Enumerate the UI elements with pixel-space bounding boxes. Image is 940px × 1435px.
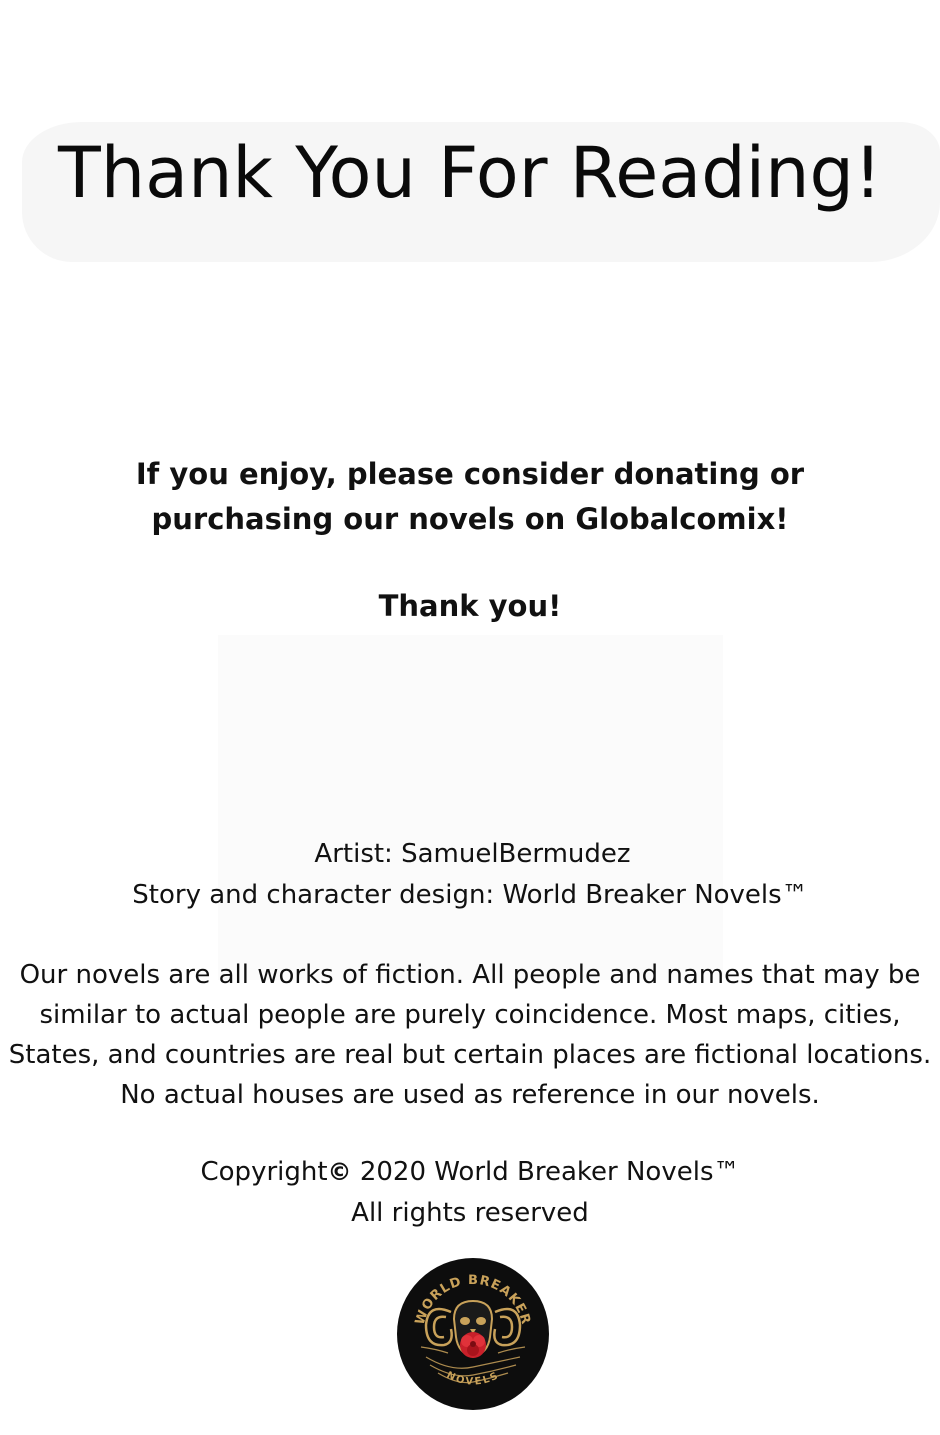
story-credit: Story and character design: World Breaker Novels™	[132, 880, 808, 910]
copyright-symbol: ©	[327, 1158, 352, 1186]
copyright-prefix: Copyright	[200, 1157, 328, 1187]
disclaimer-line-4: No actual houses are used as reference in our novels.	[120, 1080, 820, 1110]
faded-background-panel	[218, 635, 723, 980]
copyright-line	[0, 1152, 940, 1193]
donation-line-1: If you enjoy, please consider donating or	[135, 457, 805, 491]
disclaimer-line-1: Our novels are all works of fiction. All people and names that may be	[19, 960, 921, 990]
disclaimer-line-3: States, and countries are real but certain places are fictional locations.	[8, 1040, 932, 1070]
rights-reserved: All rights reserved	[351, 1198, 589, 1228]
artist-credit: Artist: SamuelBermudez	[314, 839, 631, 869]
copyright-owner: World Breaker Novels™	[434, 1157, 740, 1187]
world-breaker-novels-logo	[396, 1257, 550, 1411]
thank-you-text: Thank you!	[378, 589, 562, 623]
donation-line-2: purchasing our novels on Globalcomix!	[151, 502, 789, 536]
credits-block	[0, 834, 940, 916]
fiction-disclaimer	[0, 955, 940, 1115]
copyright-year: 2020	[359, 1157, 426, 1187]
logo-top-text: WORLD BREAKER	[412, 1272, 534, 1327]
rose-icon	[460, 1332, 486, 1358]
donation-message	[0, 452, 940, 542]
page-title: Thank You For Reading!	[58, 132, 882, 214]
disclaimer-line-2: similar to actual people are purely coincidence. Most maps, cities,	[39, 1000, 901, 1030]
logo-bottom-text: NOVELS	[444, 1369, 502, 1388]
copyright-block	[0, 1152, 940, 1234]
